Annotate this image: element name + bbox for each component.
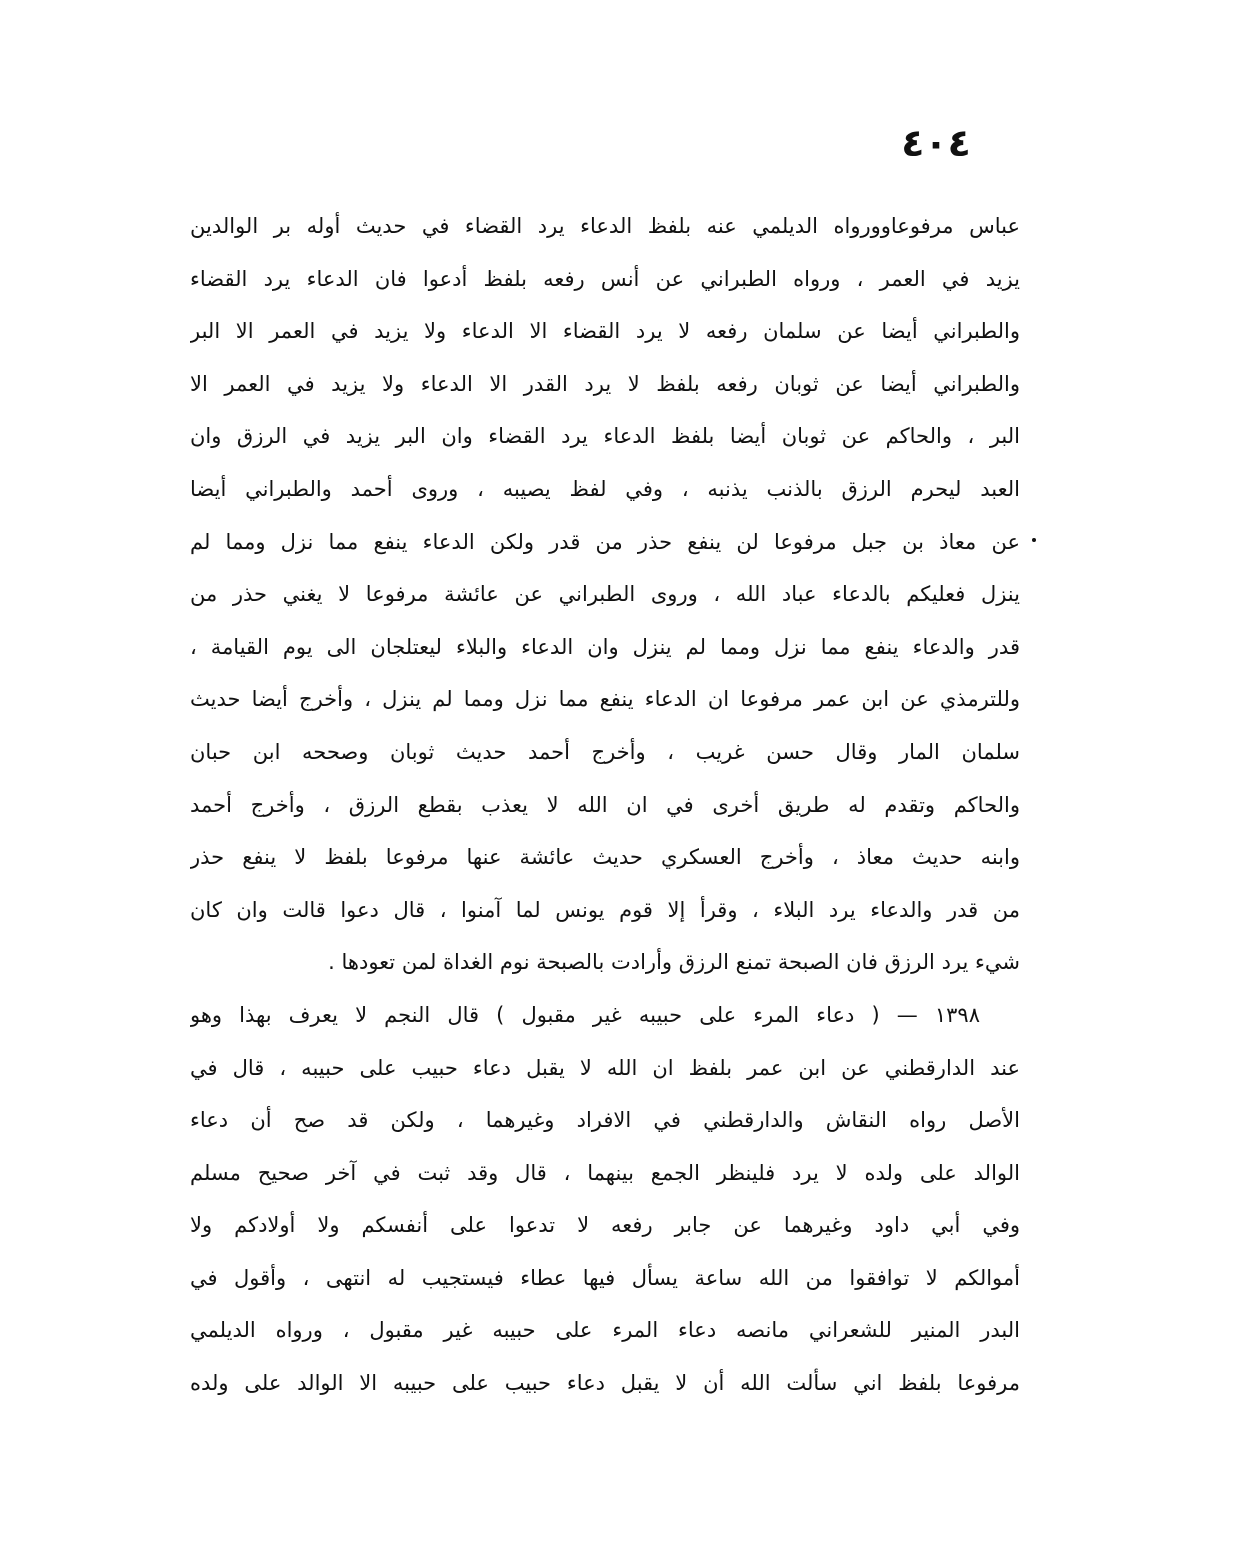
body-text	[190, 200, 1020, 1410]
text-line: من قدر والدعاء يرد البلاء ، وقرأ إلا قوم يونس لما آمنوا ، قال دعوا قالت وان كان	[190, 897, 1020, 922]
text-line: والطبراني أيضا عن سلمان رفعه لا يرد القضاء الا الدعاء ولا يزيد في العمر الا البر	[190, 319, 1020, 344]
page-number: ٤٠٤	[901, 121, 971, 165]
text-line: عند الدارقطني عن ابن عمر بلفظ ان الله لا يقبل دعاء حبيب على حبيبه ، قال في	[190, 1055, 1020, 1080]
text-line: مرفوعا بلفظ اني سألت الله أن لا يقبل دعاء حبيب على حبيبه الا الوالد على ولده	[190, 1371, 1020, 1396]
text-line: قدر والدعاء ينفع مما نزل ومما لم ينزل وان الدعاء والبلاء ليعتلجان الى يوم القيامة ،	[190, 634, 1020, 659]
text-line: يزيد في العمر ، ورواه الطبراني عن أنس رفعه بلفظ أدعوا فان الدعاء يرد القضاء	[190, 266, 1020, 291]
text-line: عن معاذ بن جبل مرفوعا لن ينفع حذر من قدر ولكن الدعاء ينفع مما نزل ومما لم	[190, 529, 1020, 554]
text-line: وفي أبي داود وغيرهما عن جابر رفعه لا تدعوا على أنفسكم ولا أولادكم ولا	[190, 1213, 1020, 1238]
text-line: عباس مرفوعاوورواه الديلمي عنه بلفظ الدعاء يرد القضاء في حديث أوله بر الوالدين	[190, 214, 1020, 238]
text-line: البر ، والحاكم عن ثوبان أيضا بلفظ الدعاء يرد القضاء وان البر يزيد في الرزق وان	[190, 424, 1020, 449]
text-line: أموالكم لا توافقوا من الله ساعة يسأل فيها عطاء فيستجيب له انتهى ، وأقول في	[190, 1265, 1020, 1290]
entry-heading-line: ١٣٩٨ — ( دعاء المرء على حبيبه غير مقبول ) قال النجم لا يعرف بهذا وهو	[190, 1002, 980, 1027]
text-line: العبد ليحرم الرزق بالذنب يذنبه ، وفي لفظ يصيبه ، وروى أحمد والطبراني أيضا	[190, 476, 1020, 501]
text-line: الأصل رواه النقاش والدارقطني في الافراد وغيرهما ، ولكن قد صح أن دعاء	[190, 1108, 1020, 1133]
text-line: شيء يرد الرزق فان الصبحة تمنع الرزق وأرادت بالصبحة نوم الغداة لمن تعودها .	[328, 950, 1020, 975]
text-line: وللترمذي عن ابن عمر مرفوعا ان الدعاء ينفع مما نزل ومما لم ينزل ، وأخرج أيضا حديث	[190, 687, 1020, 712]
text-line: ينزل فعليكم بالدعاء عباد الله ، وروى الطبراني عن عائشة مرفوعا لا يغني حذر من	[190, 582, 1020, 607]
text-line: الوالد على ولده لا يرد فلينظر الجمع بينهما ، قال وقد ثبت في آخر صحيح مسلم	[190, 1160, 1020, 1185]
text-line: وابنه حديث معاذ ، وأخرج العسكري حديث عائشة عنها مرفوعا بلفظ لا ينفع حذر	[190, 845, 1020, 870]
text-line: والحاكم وتقدم له طريق أخرى في ان الله لا يعذب بقطع الرزق ، وأخرج أحمد	[190, 792, 1020, 817]
margin-dot	[1032, 538, 1036, 542]
text-line: والطبراني أيضا عن ثوبان رفعه بلفظ لا يرد القدر الا الدعاء ولا يزيد في العمر الا	[190, 371, 1020, 396]
text-line: سلمان المار وقال حسن غريب ، وأخرج أحمد حديث ثوبان وصححه ابن حبان	[190, 739, 1020, 764]
text-line: البدر المنير للشعراني مانصه دعاء المرء على حبيبه غير مقبول ، ورواه الديلمي	[190, 1318, 1020, 1343]
